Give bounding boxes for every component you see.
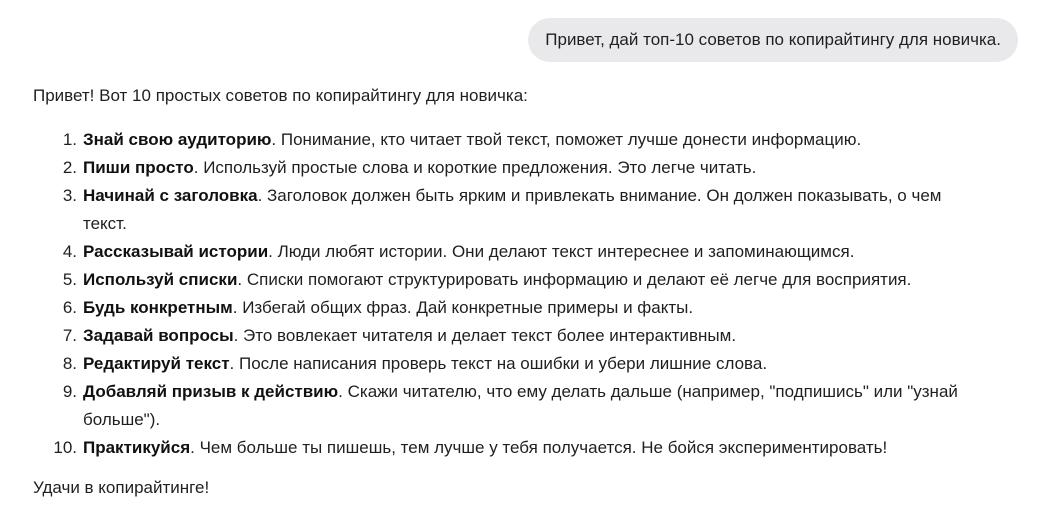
tip-title: Используй списки bbox=[83, 270, 238, 289]
tip-text: . Списки помогают структурировать информацию и делают её легче для восприятия. bbox=[237, 270, 912, 289]
list-item-number: 1. bbox=[62, 130, 77, 149]
list-item-number: 2. bbox=[62, 158, 77, 177]
tip-text: . Используй простые слова и короткие предложения. Это легче читать. bbox=[193, 158, 757, 177]
list-item-number: 3. bbox=[62, 186, 77, 205]
tip-title: Задавай вопросы bbox=[83, 326, 234, 345]
list-item bbox=[33, 434, 973, 462]
list-item bbox=[33, 322, 973, 350]
tip-text: . Чем больше ты пишешь, тем лучше у тебя получается. Не бойся экспериментировать! bbox=[190, 438, 888, 457]
list-item bbox=[33, 154, 973, 182]
tip-text: . Скажи читателю, что ему делать дальше (например, "подпишись" или "узнай больше"). bbox=[83, 382, 958, 429]
list-item bbox=[33, 294, 973, 322]
list-item bbox=[33, 378, 973, 434]
assistant-intro: Привет! Вот 10 простых советов по копирайтингу для новичка: bbox=[33, 86, 528, 105]
tip-title: Пиши просто bbox=[83, 158, 194, 177]
list-item bbox=[33, 238, 973, 266]
assistant-message bbox=[33, 84, 973, 500]
tip-title: Практикуйся bbox=[83, 438, 191, 457]
user-message-bubble: Привет, дай топ-10 советов по копирайтингу для новичка. bbox=[528, 18, 1018, 62]
list-item-number: 10. bbox=[53, 438, 77, 457]
tip-text: . Люди любят истории. Они делают текст интереснее и запоминающимся. bbox=[268, 242, 855, 261]
list-item-number: 6. bbox=[62, 298, 77, 317]
list-item bbox=[33, 182, 973, 238]
tip-text: . Это вовлекает читателя и делает текст более интерактивным. bbox=[233, 326, 737, 345]
tip-title: Будь конкретным bbox=[83, 298, 233, 317]
tip-title: Добавляй призыв к действию bbox=[83, 382, 339, 401]
tips-list bbox=[33, 126, 973, 462]
tip-title: Рассказывай истории bbox=[83, 242, 269, 261]
tip-title: Редактируй текст bbox=[83, 354, 230, 373]
list-item bbox=[33, 350, 973, 378]
list-item-number: 9. bbox=[62, 382, 77, 401]
tip-text: . После написания проверь текст на ошибки и убери лишние слова. bbox=[229, 354, 768, 373]
list-item-number: 4. bbox=[62, 242, 77, 261]
tip-title: Знай свою аудиторию bbox=[83, 130, 272, 149]
list-item-number: 8. bbox=[62, 354, 77, 373]
list-item bbox=[33, 266, 973, 294]
tip-text: . Заголовок должен быть ярким и привлекать внимание. Он должен показывать, о чем текст. bbox=[83, 186, 942, 233]
tip-text: . Избегай общих фраз. Дай конкретные примеры и факты. bbox=[232, 298, 694, 317]
assistant-outro: Удачи в копирайтинге! bbox=[33, 478, 210, 497]
tip-text: . Понимание, кто читает твой текст, поможет лучше донести информацию. bbox=[271, 130, 862, 149]
list-item bbox=[33, 126, 973, 154]
list-item-number: 7. bbox=[62, 326, 77, 345]
list-item-number: 5. bbox=[62, 270, 77, 289]
tip-title: Начинай с заголовка bbox=[83, 186, 258, 205]
user-message-row bbox=[528, 18, 1018, 62]
